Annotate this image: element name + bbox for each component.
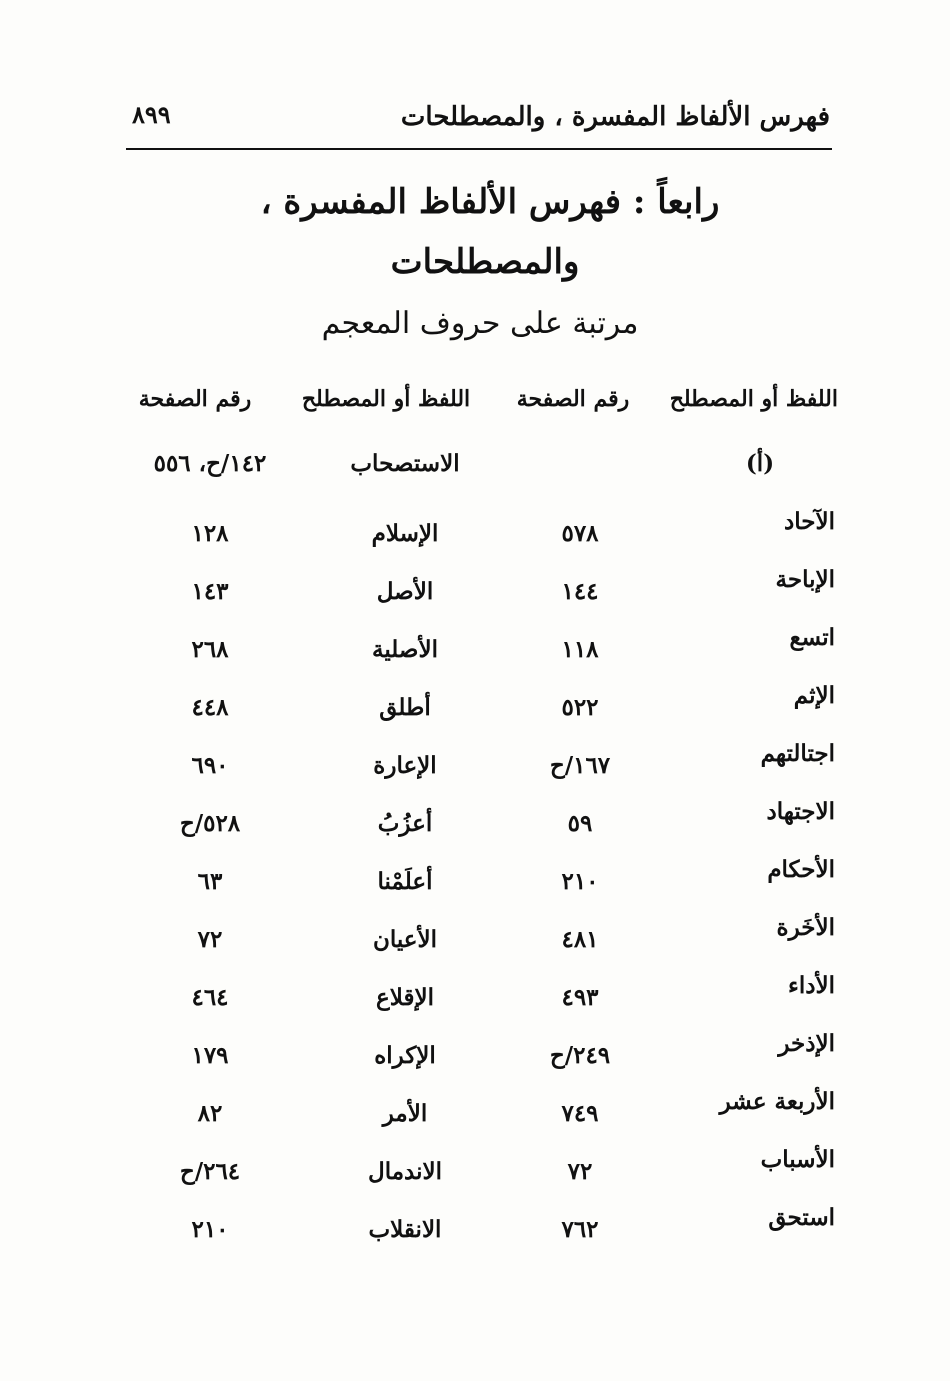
index-term: الأحكام <box>767 856 835 883</box>
column-header-page-b: رقم الصفحة <box>138 386 252 412</box>
index-term: الإباحة <box>775 566 835 593</box>
index-term: الأمر <box>382 1100 428 1127</box>
index-page: ٥٢٨/ح <box>179 810 241 837</box>
index-page: ٧٢ <box>567 1158 593 1185</box>
index-page: ٥٧٨ <box>561 520 599 547</box>
index-term: الأعيان <box>372 926 438 953</box>
index-page: ٤٩٣ <box>561 984 599 1011</box>
index-page: ١٦٧/ح <box>549 752 611 779</box>
index-term: أعلَمْنا <box>377 868 433 895</box>
index-page: ٦٣ <box>197 868 223 895</box>
letter-section-marker: (أ) <box>745 450 775 477</box>
running-title: فهرس الألفاظ المفسرة ، والمصطلحات <box>400 102 830 132</box>
index-page: ٤٤٨ <box>191 694 229 721</box>
index-page: ٢١٠ <box>561 868 599 895</box>
index-page: ١٧٩ <box>191 1042 229 1069</box>
index-page: ١٤٤ <box>561 578 599 605</box>
index-row <box>0 1204 950 1260</box>
index-term: الإكراه <box>374 1042 436 1069</box>
index-page: ١٢٨ <box>191 520 229 547</box>
section-heading-continued: والمصطلحات <box>390 242 580 282</box>
index-term: الاندمال <box>367 1158 443 1185</box>
index-page: ٤٨١ <box>561 926 599 953</box>
index-page: ٦٩٠ <box>191 752 229 779</box>
index-page: ١٤٣ <box>191 578 229 605</box>
index-page: ٥٩ <box>567 810 593 837</box>
index-term: اجتالتهم <box>760 740 835 767</box>
index-page: ١٤٢/ح، ٥٥٦ <box>153 450 267 477</box>
index-term: الإسلام <box>371 520 439 547</box>
column-header-page-a: رقم الصفحة <box>516 386 630 412</box>
index-page: ٧٦٢ <box>561 1216 599 1243</box>
running-header <box>126 96 832 150</box>
section-subtitle: مرتبة على حروف المعجم <box>321 306 639 341</box>
index-term: استحق <box>768 1204 835 1231</box>
index-row <box>0 624 950 680</box>
section-heading: رابعاً : فهرس الألفاظ المفسرة ، <box>260 182 720 222</box>
index-page: ٤٦٤ <box>191 984 229 1011</box>
index-term: الاجتهاد <box>766 798 835 825</box>
index-row-letter <box>0 450 950 506</box>
index-row <box>0 856 950 912</box>
index-term: أطلق <box>379 694 431 721</box>
index-page: ٢٦٤/ح <box>179 1158 241 1185</box>
index-page: ١١٨ <box>561 636 599 663</box>
index-term: الإذخر <box>778 1030 835 1057</box>
index-page: ٢٦٨ <box>191 636 229 663</box>
index-page: ٧٤٩ <box>561 1100 599 1127</box>
index-row <box>0 1088 950 1144</box>
index-term: الإقلاع <box>376 984 434 1011</box>
index-page: ٨٢ <box>197 1100 223 1127</box>
index-term: الأسباب <box>760 1146 835 1173</box>
index-page: ٢١٠ <box>191 1216 229 1243</box>
column-header-term-a: اللفظ أو المصطلح <box>669 386 838 412</box>
column-header-term-b: اللفظ أو المصطلح <box>301 386 471 412</box>
index-term: الأصل <box>376 578 434 605</box>
index-term: الأصلية <box>372 636 438 663</box>
index-page: ٢٤٩/ح <box>549 1042 611 1069</box>
index-row <box>0 508 950 564</box>
index-row <box>0 566 950 622</box>
index-term: الإثم <box>793 682 835 709</box>
index-row <box>0 798 950 854</box>
index-term: الأداء <box>788 972 835 999</box>
index-term: الاستصحاب <box>350 450 460 477</box>
index-row <box>0 1030 950 1086</box>
index-row <box>0 972 950 1028</box>
index-row <box>0 682 950 738</box>
index-term: الإعارة <box>373 752 437 779</box>
index-term: اتسع <box>789 624 835 651</box>
index-term: الانقلاب <box>368 1216 442 1243</box>
index-term: أعزُبُ <box>377 810 433 837</box>
page-number: ٨٩٩ <box>132 100 171 129</box>
index-term: الآحاد <box>784 508 835 535</box>
index-page: ٧٢ <box>197 926 223 953</box>
index-term: الأربعة عشر <box>719 1088 835 1115</box>
index-row <box>0 914 950 970</box>
index-row <box>0 740 950 796</box>
index-row <box>0 1146 950 1202</box>
index-term: الأخَرة <box>776 914 835 941</box>
index-page: ٥٢٢ <box>561 694 599 721</box>
